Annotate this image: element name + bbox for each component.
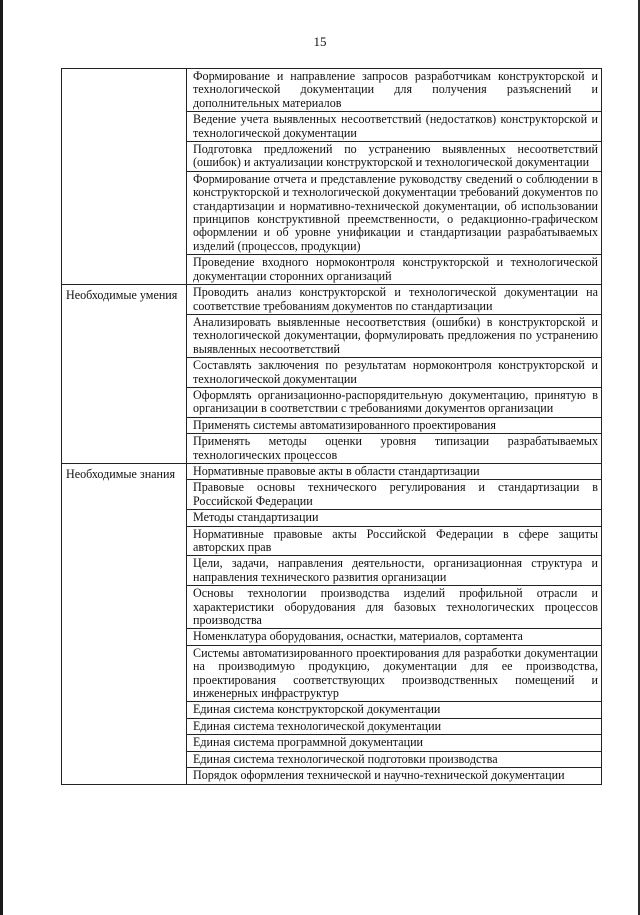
competency-table bbox=[61, 68, 602, 785]
row-item-text: Системы автоматизированного проектирования для разработки документации на производимую продукцию, документации для ее производства, проектирования соответствующих производственных помещений и инженерных инфраструктур bbox=[187, 645, 602, 702]
table-body bbox=[62, 69, 602, 785]
row-item-text: Оформлять организационно-распорядительную документацию, принятую в организации в соответствии с требованиями документов организации bbox=[187, 387, 602, 417]
row-item-text: Порядок оформления технической и научно-технической документации bbox=[187, 768, 602, 784]
row-item-text: Проведение входного нормоконтроля конструкторской и технологической документации сторонних организаций bbox=[187, 255, 602, 285]
row-item-text: Нормативные правовые акты в области стандартизации bbox=[187, 463, 602, 479]
row-item-text: Подготовка предложений по устранению выявленных несоответствий (ошибок) и актуализации конструкторской и технологической документации bbox=[187, 142, 602, 172]
row-item-text: Формирование отчета и представление руководству сведений о соблюдении в конструкторской и технологической документации требований документов по стандартизации и нормативно-технической документации, об использовании принципов конструктивной преемственности, о редакционно-графическом оформлении и об уровне унификации и стандартизации разрабатываемых изделий (процессов, продукции) bbox=[187, 171, 602, 254]
row-item-text: Применять методы оценки уровня типизации разрабатываемых технологических процессов bbox=[187, 434, 602, 464]
row-item-text: Единая система программной документации bbox=[187, 735, 602, 751]
row-category: Необходимые умения bbox=[62, 285, 187, 464]
page-number: 15 bbox=[313, 34, 327, 49]
row-item-text: Единая система технологической документации bbox=[187, 718, 602, 734]
row-category: Необходимые знания bbox=[62, 463, 187, 784]
row-item-text: Проводить анализ конструкторской и технологической документации на соответствие требованиям документов по стандартизации bbox=[187, 285, 602, 315]
row-category bbox=[62, 69, 187, 285]
row-item-text: Номенклатура оборудования, оснастки, материалов, сортамента bbox=[187, 629, 602, 645]
row-item-text: Формирование и направление запросов разработчикам конструкторской и технологической документации для получения разъяснений и дополнительных материалов bbox=[187, 69, 602, 112]
scan-edge-left bbox=[0, 0, 3, 915]
row-item-text: Применять системы автоматизированного проектирования bbox=[187, 417, 602, 433]
row-item-text: Цели, задачи, направления деятельности, организационная структура и направления технического развития организации bbox=[187, 556, 602, 586]
row-item-text: Методы стандартизации bbox=[187, 510, 602, 526]
row-item-text: Единая система конструкторской документации bbox=[187, 702, 602, 718]
row-item-text: Составлять заключения по результатам нормоконтроля конструкторской и технологической документации bbox=[187, 358, 602, 388]
row-item-text: Нормативные правовые акты Российской Федерации в сфере защиты авторских прав bbox=[187, 526, 602, 556]
row-item-text: Ведение учета выявленных несоответствий (недостатков) конструкторской и технологической документации bbox=[187, 112, 602, 142]
table-row bbox=[62, 285, 602, 315]
row-item-text: Основы технологии производства изделий профильной отрасли и характеристики оборудования для базовых технологических процессов производства bbox=[187, 586, 602, 629]
row-item-text: Единая система технологической подготовки производства bbox=[187, 751, 602, 767]
table-row bbox=[62, 463, 602, 479]
row-item-text: Анализировать выявленные несоответствия (ошибки) в конструкторской и технологической документации, формулировать предложения по устранению выявленных несоответствий bbox=[187, 314, 602, 357]
table-row bbox=[62, 69, 602, 112]
row-item-text: Правовые основы технического регулирования и стандартизации в Российской Федерации bbox=[187, 480, 602, 510]
